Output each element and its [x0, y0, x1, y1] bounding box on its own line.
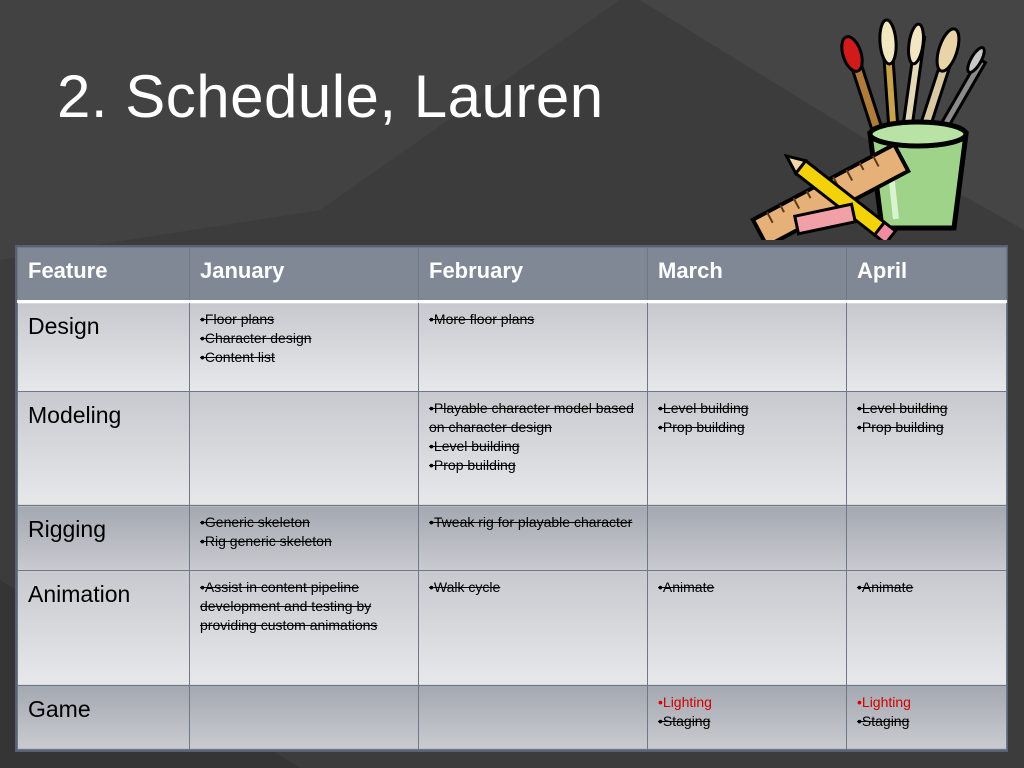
schedule-cell: [648, 570, 847, 685]
schedule-cell: [847, 685, 1007, 749]
task-item: •Assist in content pipeline development and testing by providing custom animations: [200, 578, 378, 633]
schedule-cell: [648, 685, 847, 749]
schedule-cell: [648, 391, 847, 506]
task-item: •Staging: [857, 712, 910, 729]
schedule-cell: [190, 570, 419, 685]
art-supplies-cup-icon: [748, 14, 1010, 240]
schedule-cell: [190, 685, 419, 749]
task-item: •Animate: [857, 578, 914, 595]
feature-cell: Modeling: [18, 391, 190, 506]
table-row-modeling: [18, 391, 1007, 506]
feature-cell: Rigging: [18, 506, 190, 570]
feature-cell: Game: [18, 685, 190, 749]
schedule-cell: [419, 506, 648, 570]
task-item: •Character design: [200, 330, 312, 346]
slide-title: 2. Schedule, Lauren: [57, 63, 604, 130]
task-item: •Tweak rig for playable character: [429, 514, 633, 531]
table-row-rigging: [18, 506, 1007, 570]
task-item: •Playable character model based on character design: [429, 399, 634, 435]
header-february: February: [419, 248, 648, 302]
task-item: •Lighting: [658, 693, 712, 710]
schedule-cell: [419, 391, 648, 506]
header-feature: Feature: [18, 248, 190, 302]
task-item: •Prop building: [658, 418, 745, 435]
task-item: •Floor plans: [200, 311, 275, 327]
feature-cell: Design: [18, 302, 190, 392]
header-march: March: [648, 248, 847, 302]
schedule-cell: [648, 506, 847, 570]
header-january: January: [190, 248, 419, 302]
schedule-cell: [648, 302, 847, 392]
table-header-row: [18, 248, 1007, 302]
task-item: •More floor plans: [429, 311, 535, 327]
task-item: •Prop building: [857, 418, 944, 435]
task-item: •Generic skeleton: [200, 514, 310, 531]
task-item: •Level building: [658, 399, 749, 416]
task-item: •Level building: [857, 399, 948, 416]
table-row-animation: [18, 570, 1007, 685]
schedule-cell: [419, 685, 648, 749]
table-row-design: [18, 302, 1007, 392]
schedule-cell: [190, 302, 419, 392]
schedule-cell: [419, 302, 648, 392]
schedule-cell: [419, 570, 648, 685]
task-item: •Content list: [200, 349, 275, 365]
task-item: •Staging: [658, 712, 711, 729]
feature-cell: Animation: [18, 570, 190, 685]
task-item: •Rig generic skeleton: [200, 533, 332, 550]
task-item: •Animate: [658, 578, 715, 595]
schedule-cell: [847, 506, 1007, 570]
schedule-cell: [190, 391, 419, 506]
task-item: •Walk cycle: [429, 578, 501, 595]
task-item: •Level building: [429, 437, 520, 454]
schedule-cell: [190, 506, 419, 570]
task-item: •Prop building: [429, 456, 516, 473]
header-april: April: [847, 248, 1007, 302]
schedule-cell: [847, 302, 1007, 392]
task-item: •Lighting: [857, 693, 911, 710]
table-row-game: [18, 685, 1007, 749]
schedule-cell: [847, 570, 1007, 685]
schedule-cell: [847, 391, 1007, 506]
schedule-table: [15, 245, 1008, 752]
